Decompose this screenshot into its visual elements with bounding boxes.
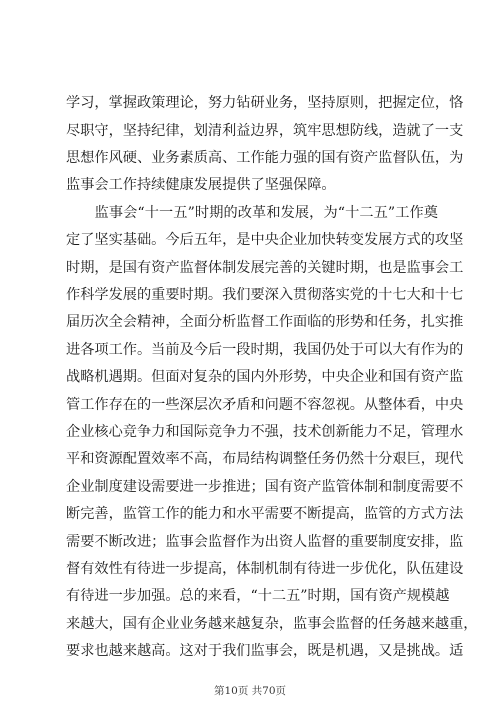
- paragraph-line: 监事会工作持续健康发展提供了坚强保障。: [66, 177, 336, 193]
- paragraph-line: 进各项工作。当前及今后一段时期，我国仍处于可以大有作为的: [66, 342, 464, 358]
- paragraph-line: 战略机遇期。但面对复杂的国内外形势，中央企业和国有资产监: [66, 369, 464, 385]
- paragraph-line: 学习，掌握政策理论，努力钻研业务，坚持原则，把握定位，恪: [66, 95, 464, 111]
- paragraph-line: 监事会“十一五”时期的改革和发展，为“十二五”工作奠: [66, 205, 438, 221]
- page-number-footer: 第10页 共70页: [213, 685, 287, 697]
- paragraph-line: 断完善，监管工作的能力和水平需要不断提高，监管的方式方法: [66, 506, 464, 522]
- paragraph-line: 督有效性有待进一步提高，体制机制有待进一步优化，队伍建设: [66, 561, 464, 577]
- paragraph-line: 届历次全会精神，全面分析监督工作面临的形势和任务，扎实推: [66, 314, 464, 330]
- paragraph-line: 要求也越来越高。这对于我们监事会，既是机遇，又是挑战。适: [66, 643, 464, 659]
- paragraph-line: 作科学发展的重要时期。我们要深入贯彻落实党的十七大和十七: [66, 287, 464, 303]
- paragraph-line: 思想作风硬、业务素质高、工作能力强的国有资产监督队伍，为: [66, 150, 464, 166]
- paragraph-line: 企业核心竞争力和国际竞争力不强，技术创新能力不足，管理水: [66, 424, 464, 440]
- paragraph-line: 管工作存在的一些深层次矛盾和问题不容忽视。从整体看，中央: [66, 397, 464, 413]
- paragraph-line: 时期，是国有资产监督体制发展完善的关键时期，也是监事会工: [66, 260, 464, 276]
- paragraph-line: 来越大，国有企业业务越来越复杂，监事会监督的任务越来越重，: [66, 616, 478, 632]
- paragraph-line: 有待进一步加强。总的来看，“十二五”时期，国有资产规模越: [66, 588, 450, 604]
- paragraph-line: 平和资源配置效率不高，布局结构调整任务仍然十分艰巨，现代: [66, 451, 464, 467]
- paragraph-line: 企业制度建设需要进一步推进；国有资产监管体制和制度需要不: [66, 479, 464, 495]
- paragraph-line: 尽职守，坚持纪律，划清利益边界，筑牢思想防线，造就了一支: [66, 123, 464, 139]
- paragraph-line: 需要不断改进；监事会监督作为出资人监督的重要制度安排，监: [66, 534, 464, 550]
- paragraph-line: 定了坚实基础。今后五年，是中央企业加快转变发展方式的攻坚: [66, 232, 464, 248]
